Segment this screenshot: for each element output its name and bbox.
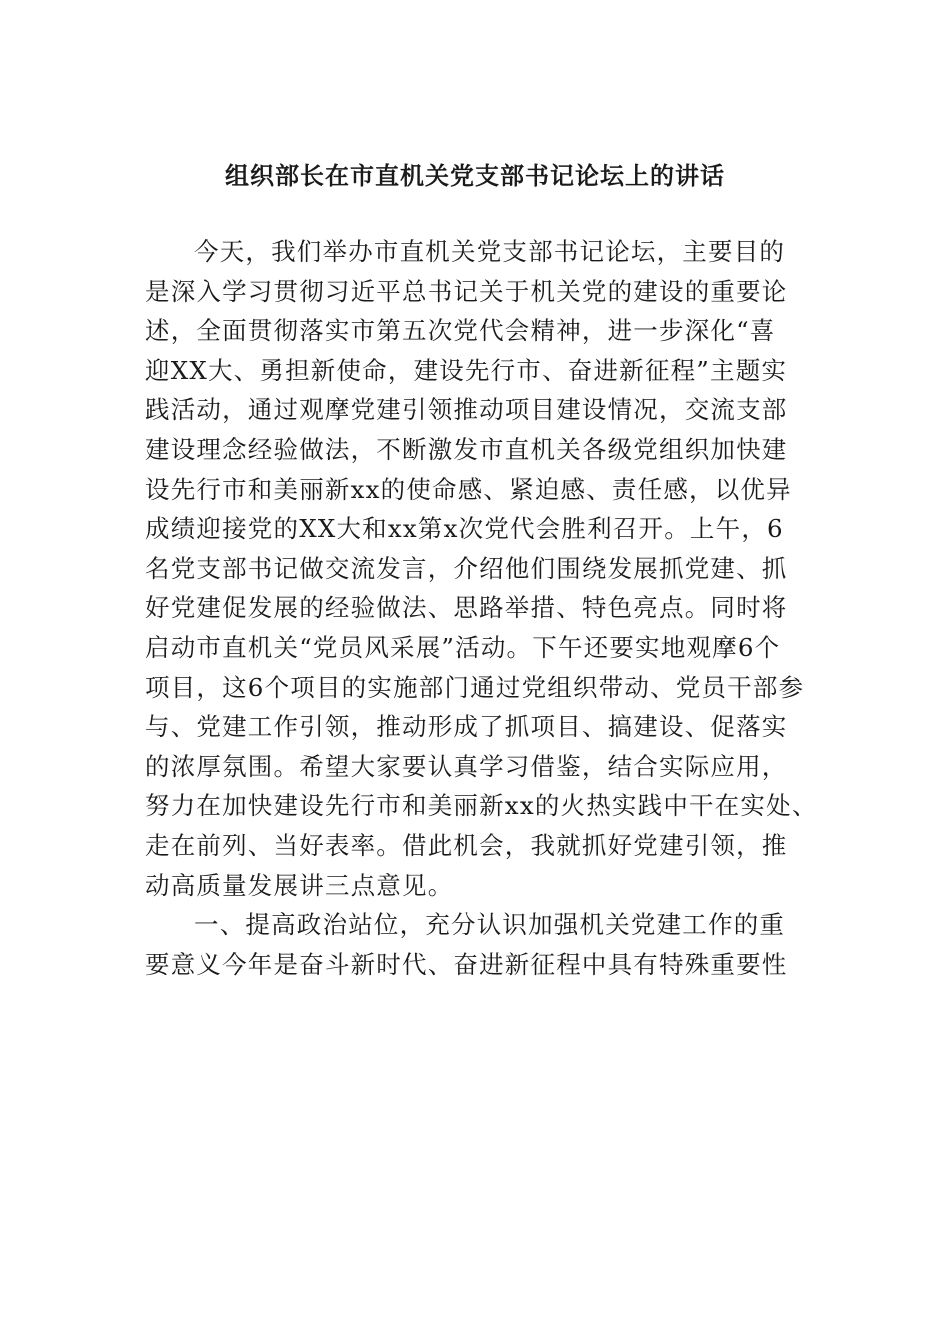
text-line: 动高质量发展讲三点意见。 [145, 870, 454, 900]
text-line: 一、提高政治站位，充分认识加强机关党建工作的重 [194, 910, 786, 940]
text-line: 成绩迎接党的XX大和xx第x次党代会胜利召开。上午，6 [145, 514, 784, 544]
text-line: 迎XX大、勇担新使命，建设先行市、奋进新征程”主题实 [145, 355, 788, 385]
text-line: 今天，我们举办市直机关党支部书记论坛，主要目的 [194, 237, 786, 266]
text-line: 努力在加快建设先行市和美丽新xx的火热实践中干在实处、 [145, 791, 818, 821]
document-title: 组织部长在市直机关党支部书记论坛上的讲话 [225, 161, 725, 190]
text-line: 好党建促发展的经验做法、思路举措、特色亮点。同时将 [145, 593, 788, 623]
text-line: 要意义今年是奋斗新时代、奋进新征程中具有特殊重要性 [145, 949, 788, 979]
text-line: 的浓厚氛围。希望大家要认真学习借鉴，结合实际应用， [145, 751, 788, 781]
text-line: 践活动，通过观摩党建引领推动项目建设情况，交流支部 [145, 395, 788, 425]
text-line: 启动市直机关“党员风采展”活动。下午还要实地观摩6个 [145, 632, 781, 662]
text-line: 与、党建工作引领，推动形成了抓项目、搞建设、促落实 [145, 712, 788, 742]
text-line: 走在前列、当好表率。借此机会，我就抓好党建引领，推 [145, 830, 788, 860]
text-line: 项目，这6个项目的实施部门通过党组织带动、党员干部参 [145, 672, 805, 702]
text-line: 名党支部书记做交流发言，介绍他们围绕发展抓党建、抓 [145, 553, 788, 583]
document-body [145, 232, 825, 984]
text-line: 设先行市和美丽新xx的使命感、紧迫感、责任感，以优异 [145, 474, 792, 504]
text-line: 建设理念经验做法，不断激发市直机关各级党组织加快建 [145, 434, 788, 464]
text-line: 述，全面贯彻落实市第五次党代会精神，进一步深化“喜 [145, 316, 776, 346]
text-line: 是深入学习贯彻习近平总书记关于机关党的建设的重要论 [145, 276, 788, 306]
